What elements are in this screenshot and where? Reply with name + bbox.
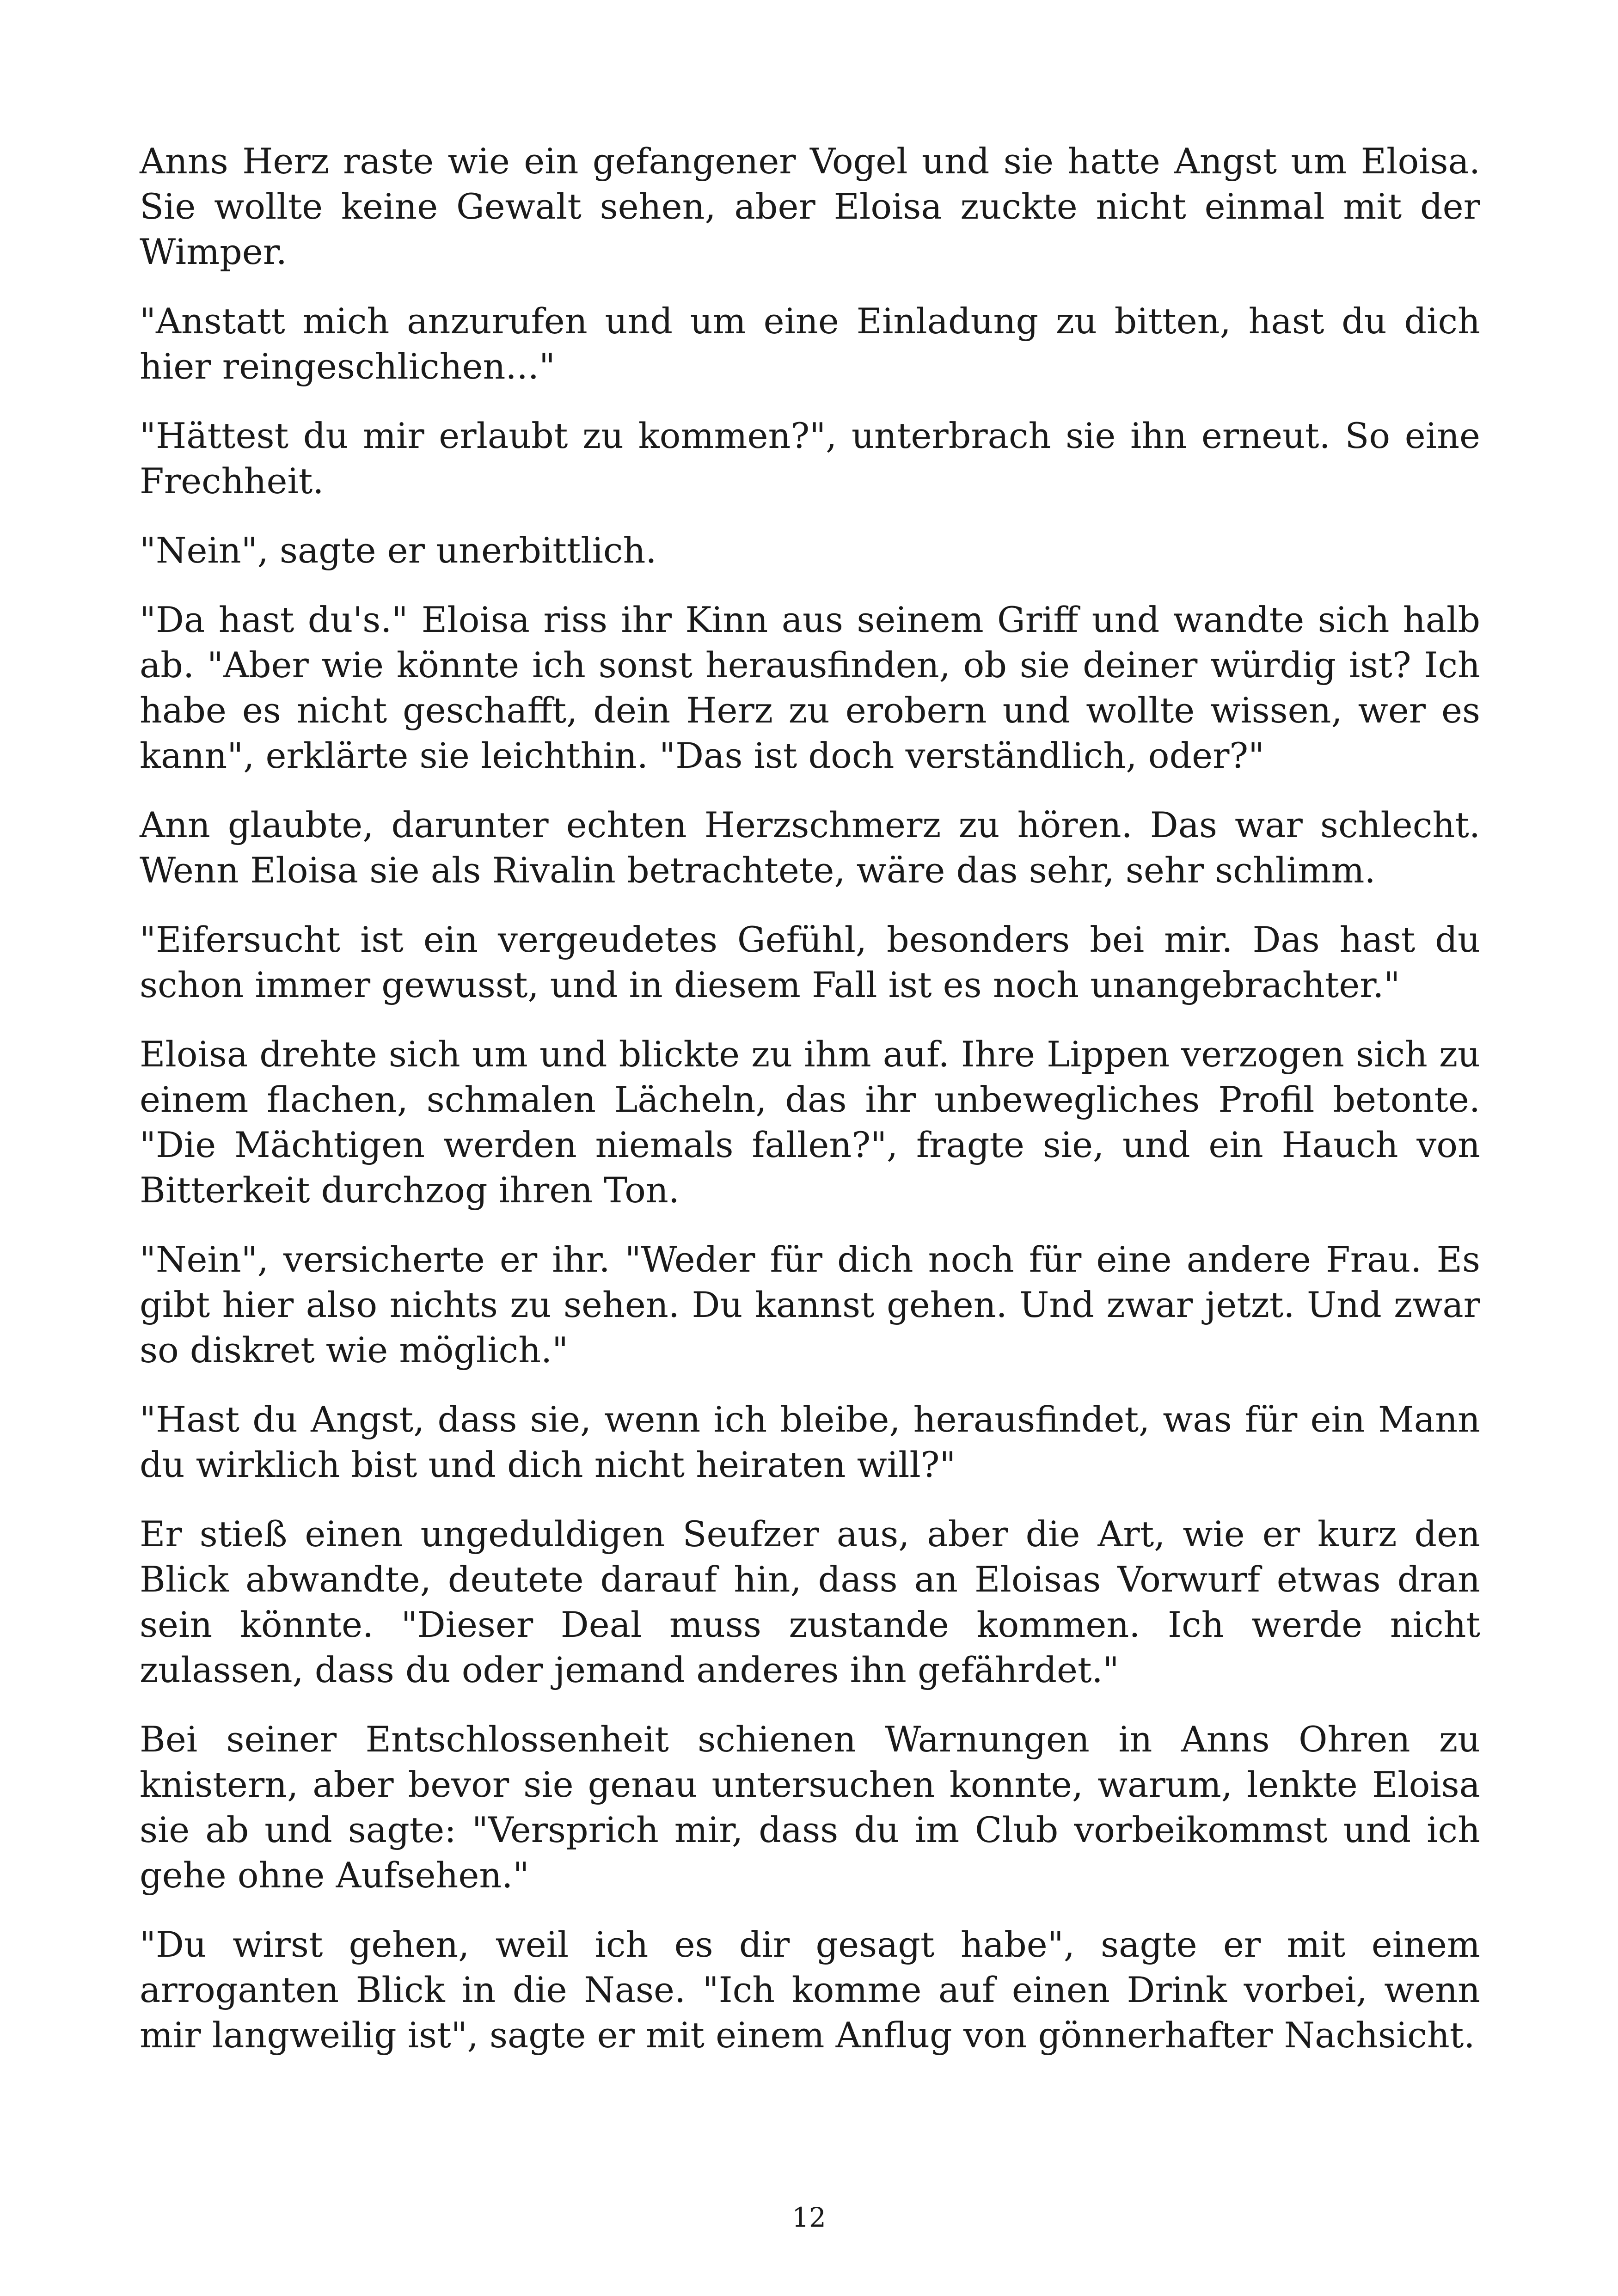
paragraph: "Nein", versicherte er ihr. "Weder für dich noch für eine andere Frau. Es gibt hier also nichts zu sehen. Du kannst gehen. Und zwar jetzt. Und zwar so diskret wie möglich." xyxy=(140,1239,1480,1371)
paragraph: "Du wirst gehen, weil ich es dir gesagt habe", sagte er mit einem arroganten Blick in die Nase. "Ich komme auf einen Drink vorbei, wenn mir langweilig ist", sagte er mit einem Anflug von gönnerhafter Nachsicht. xyxy=(140,1924,1480,2056)
paragraph: "Eifersucht ist ein vergeudetes Gefühl, besonders bei mir. Das hast du schon immer gewusst, und in diesem Fall ist es noch unangebrachter." xyxy=(140,919,1480,1005)
paragraph: Er stieß einen ungeduldigen Seufzer aus, aber die Art, wie er kurz den Blick abwandte, deutete darauf hin, dass an Eloisas Vorwurf etwas dran sein könnte. "Dieser Deal muss zustande kommen. Ich werde nicht zulassen, dass du oder jemand anderes ihn gefährdet." xyxy=(140,1513,1480,1690)
paragraph: "Nein", sagte er unerbittlich. xyxy=(140,530,657,571)
paragraph: Eloisa drehte sich um und blickte zu ihm auf. Ihre Lippen verzogen sich zu einem flachen, schmalen Lächeln, das ihr unbewegliches Profil betonte. "Die Mächtigen werden niemals fallen?", fragte sie, und ein Hauch von Bitterkeit durchzog ihren Ton. xyxy=(140,1034,1480,1211)
page-body-text xyxy=(140,139,1480,2082)
paragraph: Ann glaubte, darunter echten Herzschmerz zu hören. Das war schlecht. Wenn Eloisa sie als Rivalin betrachtete, wäre das sehr, sehr schlimm. xyxy=(140,804,1480,891)
paragraph: Anns Herz raste wie ein gefangener Vogel und sie hatte Angst um Eloisa. Sie wollte keine Gewalt sehen, aber Eloisa zuckte nicht einmal mit der Wimper. xyxy=(140,141,1480,272)
paragraph: Bei seiner Entschlossenheit schienen Warnungen in Anns Ohren zu knistern, aber bevor sie genau untersuchen konnte, warum, lenkte Eloisa sie ab und sagte: "Versprich mir, dass du im Club vorbeikommst und ich gehe ohne Aufsehen." xyxy=(140,1719,1480,1896)
page-number: 12 xyxy=(792,2202,826,2233)
paragraph: "Hättest du mir erlaubt zu kommen?", unterbrach sie ihn erneut. So eine Frechheit. xyxy=(140,415,1480,502)
paragraph: "Anstatt mich anzurufen und um eine Einladung zu bitten, hast du dich hier reingeschlichen..." xyxy=(140,300,1480,387)
paragraph: "Da hast du's." Eloisa riss ihr Kinn aus seinem Griff und wandte sich halb ab. "Aber wie könnte ich sonst herausfinden, ob sie deiner würdig ist? Ich habe es nicht geschafft, dein Herz zu erobern und wollte wissen, wer es kann", erklärte sie leichthin. "Das ist doch verständlich, oder?" xyxy=(140,599,1480,776)
paragraph: "Hast du Angst, dass sie, wenn ich bleibe, herausfindet, was für ein Mann du wirklich bist und dich nicht heiraten will?" xyxy=(140,1399,1480,1485)
